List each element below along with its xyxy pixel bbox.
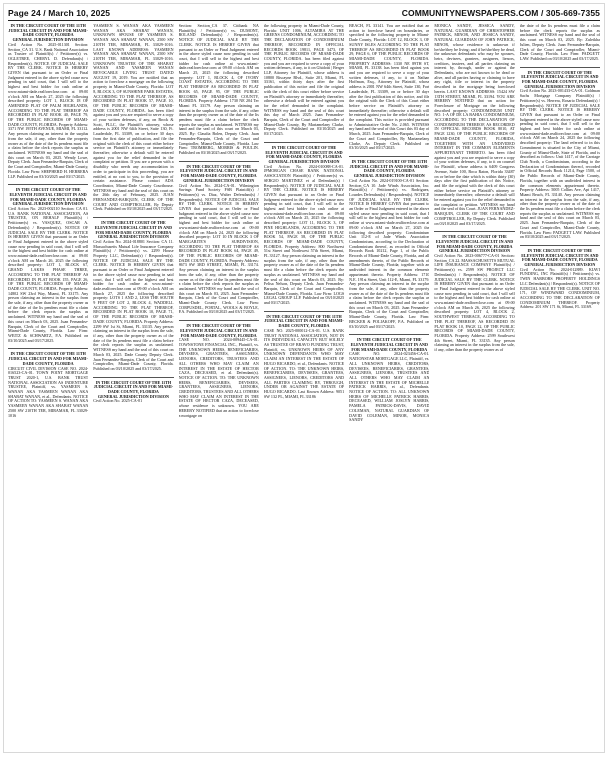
notice-body-text: Civil Action No. 2024-019100-CA-01 Section: Section_CA 10. Jade Winds Association, Inc. Plaintiff(s) / Petitioner(s) vs. Rodriguez, Lourdes Defendant(s) / Respondent(s). NOTICE OF JUDICIAL SALE BY THE CLERK. NOTICE IS HEREBY GIVEN that pursuant to an Order or Final Judgment entered in the above styled cause now pending in said court, that I will sell to the highest and best bidder for cash online at www.miami-dade.realforeclose.com at 09:00 o'clock AM on March 27, 2025 the following described property: Condominium Unit 112-E of Jade Winds Association Condominium, according to the Declaration of Condominium thereof, as recorded in Official Records Book 10212, Page 1, of the Public Records of Miami-Dade County, Florida, and all amendments thereto, of the Public Records of Miami-Dade County, Florida; together with an undivided interest in the common elements appurtenant thereto. Property Address: 1710 N.E. 191st Street, Unit 112-E, Miami, FL 33179. Any person claiming an interest in the surplus from the sale, if any, other than the property owner as of the date of the lis pendens must file a claim before the clerk reports the surplus as unclaimed. WITNESS my hand and the seal of this court on March 03, 2025. Juan Fernandez-Barquin, Clerk of the Court and Comptroller, Miami-Dade County, Florida. Law Firm: BECKER & POLIAKOFF, P.A. Published on 03/10/2025 and 03/17/2025.	[349, 177, 430, 329]
notice-divider	[520, 245, 600, 246]
notice-court-heading: IN THE CIRCUIT COURT OF THE ELEVENTH JUDICIAL CIRCUIT IN AND FOR MIAMI-DADE COUNTY, FLORIDA	[94, 220, 173, 235]
notice-body-text: MONICA SANDY, JESSICA SANDY, NATURAL GUARDIAN OF CHRISTOPHER PATRICK, MINOR, AND JESSICA SANDY, NATURAL GUARDIAN OF JOHN PATRICK, MINOR, whose residence is unknown if he/she/they be living; and if he/she/they be dead, the unknown defendants who may be spouses, heirs, devisees, grantees, assignees, lienors, creditors, trustees, and all parties claiming an interest by, through, under or against the Defendants, who are not known to be dead or alive, and all parties having or claiming to have any right, title or interest in the property described in the mortgage being foreclosed herein. LAST KNOWN ADDRESS: 15424 SW 13TH STREET, MIAMI, FL 33194. YOU ARE HEREBY NOTIFIED that an action for Foreclosure of Mortgage on the following described property: CONDOMINIUM UNIT NO. 1-A OF DE LA BAHIA CONDOMINIUM, ACCORDING TO THE DECLARATION OF CONDOMINIUM THEREOF, AS RECORDED IN OFFICIAL RECORDS BOOK 8010, AT PAGE 1230, OF THE PUBLIC RECORDS OF MIAMI-DADE COUNTY, FLORIDA, TOGETHER WITH AN UNDIVIDED INTEREST IN THE COMMON ELEMENTS APPURTENANT THERETO. has been filed against you and you are required to serve a copy of your written defenses, if any, to it on counsel for Plaintiff, whose address is 6409 Congress Avenue, Suite 100, Boca Raton, Florida 33487 on or before the date which is within thirty (30) days after the first publication of this Notice, and file the original with the clerk of this court either before service on Plaintiff's attorney or immediately thereafter; otherwise a default will be entered against you for the relief demanded in the complaint or petition. WITNESS my hand and the seal of this Court. JUAN FERNANDEZ-BARQUIN, CLERK OF THE COURT AND COMPTROLLER, By Deputy Clerk. Published on 03/10/2025 and 03/17/2025.	[434, 24, 515, 226]
notice-body-text: Civil Action No. 2024-012889. KIAVI FUNDING, INC Plaintiff(s) / Petitioner(s) vs. TWIN HARBORS PROPERTY HOLDINGS LLC Defendant(s) / Respondent(s). NOTICE OF JUDICIAL SALE BY THE CLERK. UNIT NO. 171, OF WINDWARD CONDOMINIUM, ACCORDING TO THE DECLARATION OF CONDOMINIUM THEREOF. Property Address: 201 SW 171 St, Miami, FL 33169.	[519, 266, 600, 310]
notice-column-7	[520, 24, 600, 749]
notice-body-text: Civil Action No. 2023-001433-CA-01. Goldman Sachs Mortgage Company Plaintiff(s) / Petitioner(s) vs. Herrera, Rosario Defendant(s) / Respondent(s). NOTICE OF JUDICIAL SALE BY THE CLERK. NOTICE IS HEREBY GIVEN that pursuant to an Order or Final Judgment entered in the above styled cause now pending in said court, that I will sell to the highest and best bidder for cash online at www.miami-dade.realforeclose.com at 09:00 o'clock AM on March 24, 2025 the following described property: The land referred to in this Commitment is situated in the City of Miami, County of Miami-Dade, State of Florida, and is described as follows: Unit 1417, of the Carriage Club North, a Condominium, according to the Declaration of Condominium thereof, recorded in Official Records Book 11214, Page 1500, of the Public Records of Miami-Dade County, Florida, together with an undivided interest in the common elements appurtenant thereto. Property Address: 5005 Collins Ave, Apt 1417, Miami Beach, FL 33140. Any person claiming an interest in the surplus from the sale, if any, other than the property owner as of the date of the lis pendens must file a claim before the clerk reports the surplus as unclaimed. WITNESS my hand and the seal of this court on March 03, 2025. Juan Fernandez-Barquin, Clerk of the Court and Comptroller, Miami-Dade County, Florida. Law Firm: PADGETT LAW. Published on 03/10/2025 and 03/17/2025.	[519, 88, 600, 240]
notice-court-heading: IN THE CIRCUIT COURT OF THE ELEVENTH JUDICIAL CIRCUIT IN AND FOR MIAMI-DADE COUNTY, FLORIDA	[180, 323, 258, 338]
notice-divider	[8, 348, 88, 349]
notice-divider	[179, 320, 259, 321]
notice-body-text: Civil Action No. 2025-011301 Section: Section_CA 31. U.S. Bank National Association as Trustee of Plaintiff(s) / Petitioner(s) vs. OGLETREE, CHERYL D. Defendant(s) / Respondent(s). NOTICE OF JUDICIAL SALE BY THE CLERK. NOTICE IS HEREBY GIVEN that pursuant to an Order or Final Judgment entered in the above styled cause now pending in said court, that I will sell to the highest and best bidder for cash online at www.miami-dade.realforeclose.com at 09:00 o'clock AM on March 27, 2025 the following described property: LOT 1, BLOCK 18 OF AMENDED PLAT OF PALM HIGHLANDS, ACCORDING TO THE PLAT THEREOF AS RECORDED IN PLAT BOOK 40, PAGE 79, OF THE PUBLIC RECORDS OF MIAMI-DADE COUNTY, FLORIDA. Property Address: 3371 NW 195TH AVENUE, MIAMI, FL 33112. Any person claiming an interest in the surplus from the sale, if any, other than the property owner as of the date of the lis pendens must file a claim before the clerk reports the surplus as unclaimed. WITNESS my hand and the seal of this court on March 03, 2025. Wendy Lowe, Deputy Clerk. Juan Fernandez-Barquin, Clerk of the Court and Comptroller, Miami-Dade County, Florida. Law Firm: SHEPHERD H. HERRERA LLP. Published on 03/10/2025 and 03/17/2025.	[8, 41, 89, 179]
notice-division-heading: GENERAL JURISDICTION DIVISION	[97, 234, 169, 240]
notice-divider	[93, 377, 173, 378]
legal-notice	[349, 338, 429, 423]
legal-notice	[520, 249, 600, 310]
notice-column-6	[434, 24, 514, 749]
notice-division-heading: GENERAL JURISDICTION DIVISION	[183, 177, 255, 183]
legal-notice	[434, 24, 514, 226]
notice-division-heading: GENERAL JURISDICTION DIVISION	[12, 37, 84, 43]
notice-column-3	[179, 24, 259, 749]
notice-division-heading: GENERAL JURISDICTION DIVISION	[524, 83, 596, 89]
notice-body-text: Civil Action No. 2024-010088-CA-01. JPMORGAN CHASE BANK NATIONAL ASSOCIATION Plaintiff(s) / Petitioner(s) vs. SERGIO MARTINEZ et al Defendant(s) / Respondent(s). NOTICE OF JUDICIAL SALE BY THE CLERK. NOTICE IS HEREBY GIVEN that pursuant to an Order or Final Judgment entered in the above styled cause now pending in said court, that I will sell to the highest and best bidder for cash online at www.miami-dade.realforeclose.com at 09:00 o'clock AM on March 25, 2025 the following described property: LOT 11, BLOCK 3, OF PINE HIGHLANDS, ACCORDING TO THE PLAT THEREOF, AS RECORDED IN PLAT BOOK 54, PAGE 58, OF THE PUBLIC RECORDS OF MIAMI-DADE COUNTY, FLORIDA. Property Address: 800 Northwest 51st Street and Northwest 57th Street, Miami, FL 33127. Any person claiming an interest in the surplus from the sale, if any, other than the property owner as of the date of the lis pendens must file a claim before the clerk reports the surplus as unclaimed. WITNESS my hand and the seal of this court on March 03, 2025. By: Felisa Nelson, Deputy Clerk. Juan Fernandez-Barquin, Clerk of the Court and Comptroller, Miami-Dade County, Florida. Law Firm: LOGS LEGAL GROUP LLP. Published on 03/10/2025 and 03/17/2025.	[263, 163, 345, 306]
notice-court-heading: IN THE CIRCUIT COURT OF THE 11TH JUDICIAL CIRCUIT IN AND FOR MIAMI-DADE COUNTY, FLORIDA	[349, 158, 429, 174]
page-date-label: Page 24 / March 10, 2025	[8, 8, 111, 18]
legal-notice	[8, 24, 88, 179]
notice-body-text: CASE NO. 2024-009445-CA-01. TOWNSTONE FINANCIAL INC., Plaintiff, vs. THE UNKNOWN HEIRS, BENEFICIARIES, DEVISEES, GRANTEES, ASSIGNEES, LIENORS, CREDITORS, TRUSTEES AND ALL OTHERS WHO MAY CLAIM AN INTEREST IN THE ESTATE OF HECTOR CAZA, DECEASED, et al. Defendant(s). NOTICE OF ACTION. TO: THE UNKNOWN HEIRS, BENEFICIARIES, DEVISEES, GRANTEES, ASSIGNEES, LIENORS, CREDITORS, TRUSTEES AND ALL OTHERS WHO MAY CLAIM AN INTEREST IN THE ESTATE OF HECTOR CAZA, DECEASED, whose residence is unknown. YOU ARE HEREBY NOTIFIED that an action to foreclose a mortgage on	[178, 337, 259, 418]
notice-divider	[520, 67, 600, 68]
notice-body-text: Civil Action No. 2023-006777-CA-01 Section: Section_CA 22. MASSACHUSETTS MUTUAL LIFE INSURANCE COMPANY Plaintiff(s) / Petitioner(s) vs. 2599 SW PROJECT LLC Defendant(s) / Respondent(s). NOTICE OF JUDICIAL SALE BY THE CLERK. NOTICE IS HEREBY GIVEN that pursuant to an Order or Final Judgment entered in the above styled cause now pending in said court, that I will sell to the highest and best bidder for cash online at www.miami-dade.realforeclose.com at 09:00 o'clock AM on March 26, 2025 the following described property: LOT 4, BLOCK 2, SOUTHWEST TERRACE, ACCORDING TO THE PLAT THEREOF, AS RECORDED IN PLAT BOOK 10, PAGE 12, OF THE PUBLIC RECORDS OF MIAMI-DADE COUNTY, FLORIDA. Property Address: 2599 Southwest 4th Street, Miami, FL 33135. Any person claiming an interest in the surplus from the sale, if any, other than the property owner as of	[434, 253, 515, 353]
notice-column-4	[264, 24, 344, 749]
notice-division-heading: GENERAL JURISDICTION DIVISION	[268, 158, 340, 164]
newspaper-page	[3, 3, 605, 753]
notice-divider	[264, 311, 344, 312]
notice-court-heading: IN THE CIRCUIT COURT OF THE 11TH JUDICIAL CIRCUIT IN AND FOR MIAMI-DADE COUNTY, FLORIDA	[8, 351, 88, 366]
notice-divider	[434, 231, 514, 232]
notice-column-5	[349, 24, 429, 749]
notice-body-text: Civil Action No. 2024-CA-01. Wilmington Savings Fund Society FSB Plaintiff(s) / Petitioner(s) vs. Diaz, Walter Defendant(s) / Respondent(s). NOTICE OF JUDICIAL SALE BY THE CLERK. NOTICE IS HEREBY GIVEN that pursuant to an Order or Final Judgment entered in the above styled cause now pending in said court, that I will sell to the highest and best bidder for cash online at www.miami-dade.realforeclose.com at 09:00 o'clock AM on March 24, 2025 the following described property: LOT 10 IN BLOCK 3 OF MARGARITE'S SUBDIVISION, ACCORDING TO THE PLAT THEREOF AS RECORDED IN PLAT BOOK 64, PAGE 49, OF THE PUBLIC RECORDS OF MIAMI-DADE COUNTY, FLORIDA. Property Address: 8673 SW 3RD STREET, MIAMI, FL 33174. Any person claiming an interest in the surplus from the sale, if any, other than the property owner as of the date of the lis pendens must file a claim before the clerk reports the surplus as unclaimed. WITNESS my hand and the seal of this court on March 03, 2025. Juan Fernandez-Barquin, Clerk of the Court and Comptroller, Miami-Dade County Clerk. Law Firm: CORPUSDEL, PORTAL, WOOLS & BOYLE, P.A. Published on 03/10/2025 and 03/17/2025.	[178, 182, 259, 315]
legal-notice	[264, 24, 344, 137]
notice-division-heading: GENERAL JURISDICTION DIVISION	[353, 173, 425, 179]
notice-body-text: Civil Action No. 2025-CA-01	[93, 398, 143, 404]
legal-notice	[349, 160, 429, 329]
notice-body-text: Civil Action No. 2024-018801 Section: CA 11. Massachusetts Mutual Life Insurance Company Plaintiff(s) / Petitioner(s) vs. 2299 House Property LLC, Defendant(s) / Respondent(s). NOTICE OF JUDICIAL SALE BY THE CLERK. NOTICE IS HEREBY GIVEN that pursuant to an Order or Final Judgment entered in the above styled cause now pending in said court, that I will sell to the highest and best bidder for cash online at www.miami-dade.realforeclose.com at 09:00 o'clock AM on March 27, 2025 the following described property: LOTS 1 AND 2, LESS THE SOUTH 9 FEET OF LOT 2, BLOCK 4, WADDELL ACCORDING TO THE PLAT THEREOF, RECORDED IN PLAT BOOK 10, PAGE 71, OF THE PUBLIC RECORDS OF MIAMI-DADE COUNTY, FLORIDA. Property Address: 2299 SW 1st St, Miami, FL 33135. Any person claiming an interest in the surplus from the sale, if any, other than the property owner as of the date of the lis pendens must file a claim before the clerk reports the surplus as unclaimed. WITNESS my hand and the seal of this court on March 03, 2025. Dade County Deputy Clerk. Juan Fernandez-Barquin, Clerk of the Court and Comptroller, Miami-Dade County, Florida. Published on 03/10/2025 and 03/17/2025.	[93, 238, 174, 371]
notice-court-heading: IN THE CIRCUIT COURT OF THE 11TH JUDICIAL CIRCUIT IN AND FOR MIAMI-DADE COUNTY, FLORIDA	[93, 379, 174, 395]
legal-notice	[264, 146, 344, 306]
legal-notice	[179, 165, 259, 316]
legal-notice	[179, 324, 259, 418]
notice-body-text: CIRCUIT CIVIL DIVISION CASE NO. 2024-016523-CA-01. TOWN POINT MORTGAGE TRUST 2020-1, U.S. BANK TRUST NATIONAL ASSOCIATION AS INDENTURE TRUSTEE, Plaintiff, vs. YASMEEN S. WANAN AKA YASMEEN WANAN AKA SHABAT WANAN, et al., Defendants. NOTICE OF ACTION TO: YASMEEN S. WANAN AKA YASMEEN WANAN AKA SHABAT WANAN 2500 SW 210TH TER, MIRAMAR, FL 33029-1016	[8, 365, 89, 418]
site-phone-label: COMMUNITYNEWSPAPERS.COM / 305-669-7355	[401, 8, 600, 18]
notice-column-2	[93, 24, 173, 749]
legal-notice	[349, 24, 429, 151]
legal-notice	[264, 315, 344, 400]
notice-body-text: the date of the lis pendens must file a claim before the clerk reports the surplus as unclaimed. WITNESS my hand and the seal of this court on March 03, 2025. By: Zuleikha Julien, Deputy Clerk. Juan Fernandez-Barquin, Clerk of the Court and Comptroller, Miami-Dade County, Florida. Law Firm: PADGETT LAW. Published on 03/10/2025 and 03/17/2025.	[519, 24, 600, 61]
notice-court-heading: IN THE CIRCUIT COURT OF THE ELEVENTH JUDICIAL CIRCUIT IN AND FOR MIAMI-DADE COUNTY, FLORIDA	[521, 247, 599, 263]
notice-court-heading: IN THE CIRCUIT COURT OF THE ELEVENTH JUDICIAL CIRCUIT IN AND FOR MIAMI-DADE COUNTY, FLORIDA	[435, 234, 514, 249]
notice-court-heading: IN THE CIRCUIT COURT OF THE ELEVENTH JUDICIAL CIRCUIT IN AND FOR MIAMI-DADE COUNTY, FLORIDA	[350, 337, 428, 352]
legal-notice	[520, 24, 600, 62]
page-header	[8, 6, 600, 21]
notice-divider	[93, 217, 173, 218]
notice-division-heading: GENERAL JURISDICTION DIVISION	[12, 201, 84, 207]
legal-notice	[179, 24, 259, 156]
notice-division-heading: GENERAL JURISDICTION DIVISION	[97, 393, 169, 399]
notice-body-text: CASE NO. 2024-023456-CA-01. NATIONSTAR MORTGAGE LLC, Plaintiff, vs. ALL UNKNOWN HEIRS, CREDITORS, DEVISEES, BENEFICIARIES, GRANTEES, ASSIGNEES, LIENORS, TRUSTEES AND ALL OTHERS WHO MAY CLAIM AN INTEREST IN THE ESTATE OF MICHELLE PATRICK HARRIS, et al., Defendants. NOTICE OF ACTION. TO: ALL UNKNOWN HEIRS OF MICHELLE PATRICK HARRIS, DECEASED, WILLIAM JOSLYN HARRIS, PAMELA PATRICK-DAVIS, DAVID COLEMAN, NATURAL GUARDIAN OF DAVID COLEMAN, MINOR, MONICA SANDY	[349, 351, 430, 423]
notice-court-heading: IN THE CIRCUIT COURT OF THE ELEVENTH JUDICIAL CIRCUIT IN AND FOR MIAMI-DADE COUNTY, FLORIDA	[180, 163, 258, 179]
legal-notice	[93, 381, 173, 405]
notice-court-heading: IN THE CIRCUIT COURT OF THE 11TH JUDICIAL CIRCUIT IN AND FOR MIAMI-DADE COUNTY, FLORIDA	[264, 313, 344, 329]
legal-notice	[8, 188, 88, 343]
notice-body-text: Civil Action No. 2023-002110 Section: CA 01. U.S. BANK NATIONAL ASSOCIATION, AS TRUSTEE, ON BEHALF Plaintiff(s) / Petitioner(s) vs. VASQUEZ, OSCAR A. Defendant(s) / Respondent(s). NOTICE OF JUDICIAL SALE BY THE CLERK. NOTICE IS HEREBY GIVEN that pursuant to an Order or Final Judgment entered in the above styled cause now pending in said court, that I will sell to the highest and best bidder for cash online at www.miami-dade.realforeclose.com at 09:00 o'clock AM on March 26, 2025 the following described property: LOT 1, BLOCK 67, GRAND LAKES PHASE THREE, ACCORDING TO THE PLAT THEREOF AS RECORDED IN PLAT BOOK 155, PAGE 26, OF THE PUBLIC RECORDS OF MIAMI-DADE COUNTY, FLORIDA. Property Address: 14802 SW 23rd Way, Miami, FL 33175. Any person claiming an interest in the surplus from the sale, if any, other than the property owner as of the date of the lis pendens must file a claim before the clerk reports the surplus as unclaimed. WITNESS my hand and the seal of this court on March 03, 2025. Juan Fernandez-Barquin, Clerk of the Court and Comptroller, Miami-Dade County, Florida. Law Firm: WEITZ & SCHWARTZ, P.A. Published on 03/10/2025 and 03/17/2025.	[8, 206, 89, 343]
notice-body-text: Section: Section_CA 37. Citibank NA Plaintiff(s) / Petitioner(s) vs. DUMONT, ROLAND Defendant(s) / Respondent(s). NOTICE OF JUDICIAL SALE BY THE CLERK. NOTICE IS HEREBY GIVEN that pursuant to an Order or Final Judgment entered in the above styled cause now pending in said court, that I will sell to the highest and best bidder for cash online at www.miami-dade.realforeclose.com at 09:00 o'clock AM on March 25, 2025 the following described property: LOT 1, BLOCK 4, OF IVORY COAST ESTATES, ACCORDING TO THE PLAT THEREOF AS RECORDED IN PLAT BOOK 65, PAGE 95, OF THE PUBLIC RECORDS OF MIAMI-DADE COUNTY, FLORIDA. Property Address: 1730 NE 204 Ter Miami FL 33179. Any person claiming an interest in the surplus from the sale, if any, other than the property owner as of the date of the lis pendens must file a claim before the clerk reports the surplus as unclaimed. WITNESS my hand and the seal of this court on March 03, 2025. By: Claudia Bolen, Deputy Clerk. Juan Fernandez-Barquin, Clerk of the Court and Comptroller, Miami-Dade County, Florida. Law Firm: TROMBERG, MORRIS & POULIN. Published on 03/10/2025 and 03/17/2025.	[178, 24, 259, 155]
legal-notice	[434, 235, 514, 353]
notice-column-1	[8, 24, 88, 749]
notice-body-text: YASMEEN S. WANAN AKA YASMEEN WANAN AKA SHABAT WANAN, UNKNOWN SPOUSE OF YASMEEN S. WANAN AKA SHABAT WANAN, 2500 SW 210TH TER, MIRAMAR, FL 33029-1016. LAST KNOWN ADDRESS: YASMEEN WANAN AKA SHABAT WANAN, 2500 SW 210TH TER, MIRAMAR, FL 33029-1016. UNKNOWN TRUSTEE OF THE SHABAT WANAN AND YASMEEN WANAN REVOCABLE LIVING TRUST DATED AUGUST 19, 2019. You are notified that an action to foreclose a mortgage on the following property in Miami-Dade County, Florida: LOT 8, BLOCK 3, OF SUNSHINE PARK ESTATES, ACCORDING TO THE PLAT THEREOF, AS RECORDED IN PLAT BOOK 57, PAGE 10, OF THE PUBLIC RECORDS OF MIAMI-DADE COUNTY, FLORIDA. has been filed against you and you are required to serve a copy of your written defenses, if any, on Brock & Scott, PLLC, the Plaintiff's attorney, whose address is 2001 NW 64th Street, Suite 130, Ft. Lauderdale, FL 33309, on or before 30 days from the first date of publication, and file the original with the clerk of this court either before service on Plaintiff's attorney or immediately thereafter; otherwise a default will be entered against you for the relief demanded in the complaint or petition. If you are a person with a disability who needs any accommodation in order to participate in this proceeding, you are entitled, at no cost to you, to the provision of certain assistance. Please contact ADA Coordinator, Miami-Dade County Courthouse. WITNESS my hand and the seal of this court on the 26th day of February, 2025. JUAN FERNANDEZ-BARQUIN, CLERK OF THE COURT AND COMPTROLLER, By Deputy Clerk. Published on 03/10/2025 and 03/17/2025.	[93, 24, 174, 212]
notice-division-heading: GENERAL JURISDICTION DIVISION	[524, 262, 596, 268]
notice-divider	[264, 142, 344, 143]
notice-division-heading: GENERAL JURISDICTION DIVISION	[439, 248, 511, 254]
notice-court-heading: IN THE CIRCUIT COURT OF THE ELEVENTH JUDICIAL CIRCUIT IN AND FOR MIAMI-DADE COUNTY, FLORIDA	[9, 187, 87, 202]
notice-court-heading: IN THE CIRCUIT COURT OF THE 11TH JUDICIAL CIRCUIT IN AND FOR MIAMI-DADE COUNTY, FLORIDA	[8, 24, 88, 38]
notice-court-heading: IN THE CIRCUIT COURT OF THE ELEVENTH JUDICIAL CIRCUIT IN AND FOR MIAMI-DADE COUNTY, FLORIDA	[521, 69, 599, 85]
notice-divider	[8, 184, 88, 185]
notice-body-text: the following property in Miami-Dade County, Florida: UNIT 1006, ALTAMIRA AT THE GREENS CONDOMINIUM, ACCORDING TO THE DECLARATION OF CONDOMINIUM THEREOF, RECORDED IN OFFICIAL RECORDS BOOK 19811, PAGE 3473, OF THE PUBLIC RECORDS OF MIAMI-DADE COUNTY, FLORIDA. has been filed against you and you are required to serve a copy of your written defenses, if any, to it on Ghidotti | Berger LLP, Attorney for Plaintiff, whose address is 10800 Biscayne Blvd., Suite 201, Miami, FL 33161, within thirty days after the first publication of this notice and file the original with the clerk of this court either before service on Plaintiff's attorney or immediately thereafter; otherwise a default will be entered against you for the relief demanded in the complaint. WITNESS my hand and the seal of this court this day of March 2025. Juan Fernandez-Barquin, Clerk of the Court and Comptroller of Miami-Dade County, By Mariamelany Clarke, Deputy Clerk. Published on 03/10/2025 and 03/17/2025.	[263, 24, 345, 137]
legal-notice	[520, 71, 600, 240]
notice-court-heading: IN THE CIRCUIT COURT OF THE ELEVENTH JUDICIAL CIRCUIT IN AND FOR MIAMI-DADE COUNTY, FLORIDA	[265, 144, 343, 160]
notice-body-text: CASE NO. 2025-000012-CA-01. U.S. BANK TRUST NATIONAL ASSOCIATION, NOT IN ITS INDIVIDUAL CAPACITY BUT SOLELY AS TRUSTEE OF BRAVO FUNDING TRUST, Plaintiff, vs. UNKNOWN HEIRS OF ANY UNKNOWN DEFENDANTS WHO MAY CLAIM AN INTEREST IN THE ESTATE OF HUGO RICARDO, et al., Defendants. NOTICE OF ACTION. TO: THE UNKNOWN HEIRS, BENEFICIARIES, DEVISEES, GRANTEES, ASSIGNEES, LIENORS, CREDITORS AND ALL PARTIES CLAIMING BY, THROUGH, UNDER OR AGAINST THE ESTATE OF HUGO RICARDO. Last Known Address: 9051 SW 132 PL, MIAMI, FL 33186	[263, 327, 345, 399]
notice-divider	[179, 161, 259, 162]
notice-divider	[349, 156, 429, 157]
legal-notice	[93, 221, 173, 372]
legal-notice	[8, 352, 88, 418]
legal-notice	[93, 24, 173, 212]
notice-divider	[349, 334, 429, 335]
notice-body-text: BEACH, FL 33141. You are notified that an action to foreclose based on boundaries, as specified in the following property in Miami-Dade County, Florida: LOT 12, BLOCK 3, OF SUNNY ISLES ACCORDING TO THE PLAT THEREOF AS RECORDED IN PLAT BOOK 29, PAGE 6, OF THE PUBLIC RECORDS OF MIAMI-DADE COUNTY, FLORIDA. PROPERTY ADDRESS: 1330 NE 89TH ST, MIAMI, FL 33138. has been filed against you and you are required to serve a copy of your written defenses, if any, to it on Nathan Hoffman, Esq., Attorney for Plaintiff, whose address is 2001 NW 64th Street, Suite 130, Fort Lauderdale, FL 33309, on or before 30 days after the first publication of this notice, and file the original with the Clerk of this Court either before service on Plaintiff's attorney or immediately thereafter; otherwise a default will be entered against you for the relief demanded in the complaint. This notice is provided pursuant to Administrative Order No. 2.065. WITNESS my hand and the seal of this Court this 03 day of March, 2025. Juan Fernandez-Barquin, Clerk of the Court and Comptroller, By Mariamelany Clarke, As Deputy Clerk. Published on 03/10/2025 and 03/17/2025.	[349, 24, 430, 151]
legal-notices-columns	[8, 24, 600, 749]
